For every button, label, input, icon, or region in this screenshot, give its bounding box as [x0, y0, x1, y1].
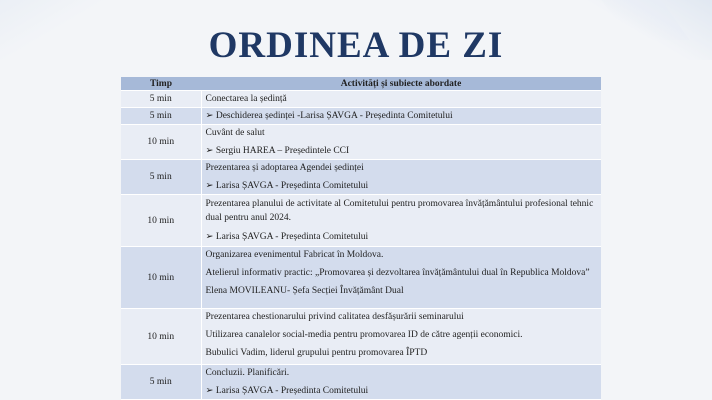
row-activity — [201, 365, 601, 400]
row-activity — [201, 247, 601, 309]
header-time: Timp — [121, 77, 201, 91]
activity-line: Concluzii. Planificări. — [205, 368, 290, 378]
table-row — [121, 195, 601, 247]
activity-line: Bubulici Vadim, liderul grupului pentru promovarea ÎPTD — [205, 348, 428, 358]
table-row — [121, 247, 601, 309]
row-time: 10 min — [121, 125, 201, 160]
header-activities: Activități și subiecte abordate — [201, 77, 601, 91]
row-time: 5 min — [121, 365, 201, 400]
row-time: 5 min — [121, 91, 201, 108]
table-row — [121, 108, 601, 125]
row-activity — [201, 108, 601, 125]
table-row — [121, 160, 601, 195]
row-time: 5 min — [121, 108, 201, 125]
agenda-table — [121, 77, 601, 400]
row-time: 5 min — [121, 160, 201, 195]
activity-line: Utilizarea canalelor social-media pentru promovarea ID de către agenții economici. — [205, 330, 523, 340]
row-time: 10 min — [121, 247, 201, 309]
activity-line: Prezentarea chestionarului privind calitatea desfășurării seminarului — [205, 312, 464, 322]
activity-line: ➢ Larisa ȘAVGA - Președinta Comitetului — [205, 181, 369, 191]
table-row — [121, 125, 601, 160]
slide-title: ORDINEA DE ZI — [208, 25, 504, 66]
table-row — [121, 309, 601, 365]
activity-line: ➢ Larisa ȘAVGA - Președinta Comitetului — [205, 232, 369, 242]
row-activity — [201, 125, 601, 160]
row-activity — [201, 91, 601, 108]
table-row — [121, 365, 601, 400]
activity-line: Organizarea evenimentul Fabricat în Moldova. — [205, 250, 384, 260]
activity-line: ➢ Deschiderea ședinței -Larisa ȘAVGA - Președinta Comitetului — [205, 111, 453, 121]
activity-line: Elena MOVILEANU- Șefa Secției Învățământ Dual — [205, 286, 404, 296]
row-time: 10 min — [121, 309, 201, 365]
row-time: 10 min — [121, 195, 201, 247]
row-activity — [201, 160, 601, 195]
activity-line: Atelierul informativ practic: „Promovarea și dezvoltarea învățământului dual în Republica Moldova” — [205, 268, 590, 278]
activity-line: Conectarea la ședință — [205, 94, 287, 104]
activity-line: ➢ Larisa ȘAVGA - Președinta Comitetului — [205, 386, 369, 396]
row-activity — [201, 195, 601, 247]
row-activity — [201, 309, 601, 365]
table-row — [121, 91, 601, 108]
activity-line: Prezentarea și adoptarea Agendei ședinței — [205, 163, 364, 173]
activity-line: Prezentarea planului de activitate al Comitetului pentru promovarea învățământului profesional tehnic dual pentru anul 2024. — [205, 199, 594, 223]
activity-line: Cuvânt de salut — [205, 128, 265, 138]
activity-line: ➢ Sergiu HAREA – Președintele CCI — [205, 146, 350, 156]
table-header-row — [121, 77, 601, 91]
